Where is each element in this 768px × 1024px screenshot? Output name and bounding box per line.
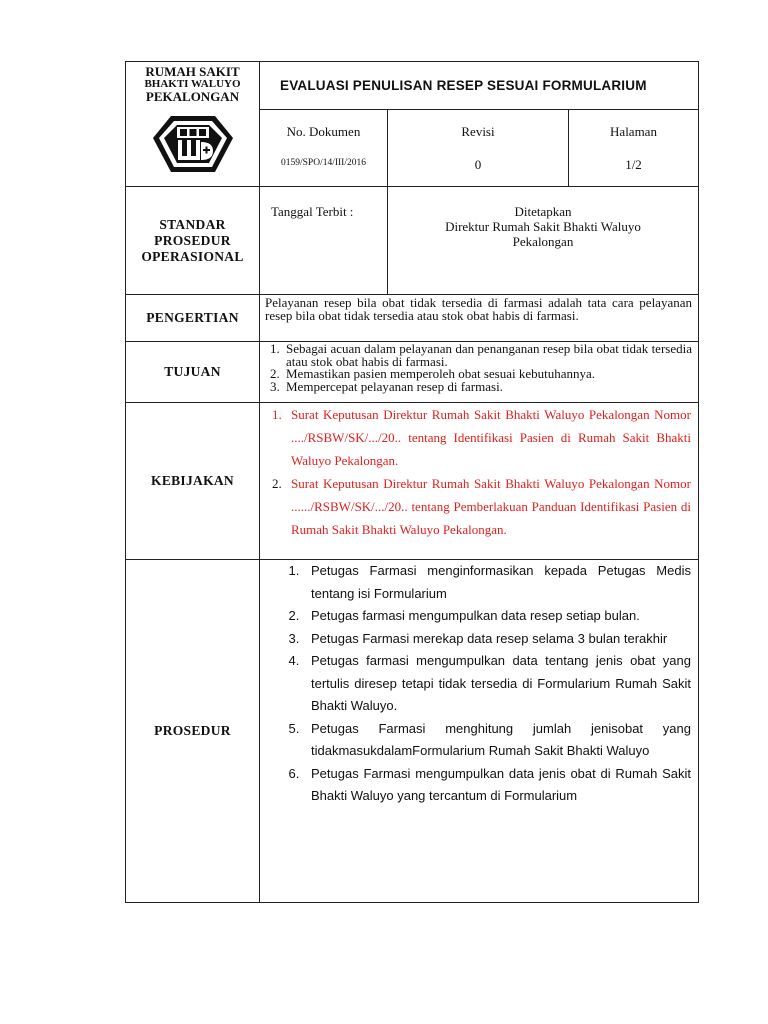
hospital-name-line1: RUMAH SAKIT <box>145 64 240 79</box>
revisi-cell <box>388 110 569 187</box>
tujuan-list <box>260 343 698 393</box>
sop-label <box>126 187 260 294</box>
kebijakan-item <box>285 472 691 541</box>
hospital-shield-logo-icon <box>151 114 235 174</box>
hospital-name-line3: PEKALONGAN <box>145 89 240 104</box>
pengertian-row <box>125 295 699 342</box>
tujuan-label: TUJUAN <box>126 342 260 402</box>
no-dokumen-cell <box>260 110 388 187</box>
ditetapkan-line3: Pekalongan <box>512 234 574 249</box>
prosedur-item: 2. Petugas farmasi mengumpulkan data resep setiap bulan. <box>303 605 691 628</box>
hospital-identity <box>126 62 260 186</box>
tujuan-item: 3. Mempercepat pelayanan resep di farmasi. <box>283 381 692 394</box>
tujuan-item: 2. Memastikan pasien memperoleh obat sesuai kebutuhannya. <box>283 368 692 381</box>
pengertian-label: PENGERTIAN <box>126 295 260 341</box>
prosedur-label: PROSEDUR <box>126 560 260 902</box>
document-title: EVALUASI PENULISAN RESEP SESUAI FORMULARIUM <box>260 62 698 110</box>
halaman-cell <box>569 110 698 187</box>
kebijakan-label: KEBIJAKAN <box>126 403 260 559</box>
no-dokumen-label: No. Dokumen <box>286 124 361 139</box>
tujuan-row <box>125 342 699 403</box>
sop-row <box>125 187 699 295</box>
prosedur-item: 3. Petugas Farmasi merekap data resep selama 3 bulan terakhir <box>303 628 691 651</box>
prosedur-item: 5. Petugas Farmasi menghitung jumlah jenisobat yang tidakmasukdalamFormularium Rumah Sakit Bhakti Waluyo <box>303 718 691 763</box>
kebijakan-item: 1. Surat Keputusan Direktur Rumah Sakit Bhakti Waluyo Pekalongan Nomor ..../RSBW/SK/.../20.. tentang Identifikasi Pasien di Rumah Sakit Bhakti Waluyo Pekalongan. <box>285 403 691 472</box>
hospital-name-line2: BHAKTI WALUYO <box>144 78 241 90</box>
tanggal-terbit: Tanggal Terbit : <box>260 187 388 294</box>
revisi-value: 0 <box>474 157 482 172</box>
pengertian-text: Pelayanan resep bila obat tidak tersedia di farmasi adalah tata cara pelayanan resep bila obat tidak tersedia atau stok obat habis di farmasi. <box>265 295 692 323</box>
kebijakan-content <box>260 403 698 559</box>
kebijakan-row <box>125 403 699 560</box>
ditetapkan-block <box>388 187 698 294</box>
sop-label-line1: STANDAR <box>159 216 226 232</box>
tujuan-content <box>260 342 698 402</box>
kebijakan-item-text: Surat Keputusan Direktur Rumah Sakit Bhakti Waluyo Pekalongan Nomor ....../RSBW/SK/.../20.. tentang Pemberlakuan Panduan Identifikasi Pasien di Rumah Sakit Bhakti Waluyo Pekalongan. <box>291 476 691 537</box>
document-meta <box>260 110 698 187</box>
tujuan-item: 1. Sebagai acuan dalam pelayanan dan penanganan resep bila obat tidak tersedia atau stok obat habis di farmasi. <box>283 343 692 368</box>
sop-label-line3: OPERASIONAL <box>141 248 244 264</box>
header-row <box>125 61 699 187</box>
prosedur-item: 6. Petugas Farmasi mengumpulkan data jenis obat di Rumah Sakit Bhakti Waluyo yang tercantum di Formularium <box>303 763 691 808</box>
sop-right <box>260 187 698 294</box>
prosedur-row <box>125 560 699 903</box>
no-dokumen-value: 0159/SPO/14/III/2016 <box>281 158 366 168</box>
sop-document <box>125 61 699 903</box>
prosedur-content <box>260 560 698 902</box>
ditetapkan-line1: Ditetapkan <box>514 204 572 219</box>
prosedur-item: 4. Petugas farmasi mengumpulkan data tentang jenis obat yang tertulis diresep tetapi tidak tersedia di Formularium Rumah Sakit Bhakti Waluyo. <box>303 650 691 718</box>
prosedur-item: 1. Petugas Farmasi menginformasikan kepada Petugas Medis tentang isi Formularium <box>303 560 691 605</box>
sop-label-line2: PROSEDUR <box>154 232 231 248</box>
halaman-value: 1/2 <box>625 157 642 172</box>
halaman-label: Halaman <box>610 124 657 139</box>
ditetapkan-line2: Direktur Rumah Sakit Bhakti Waluyo <box>445 219 641 234</box>
revisi-label: Revisi <box>461 124 495 139</box>
kebijakan-list <box>260 403 698 541</box>
prosedur-list <box>260 560 698 808</box>
header-right <box>260 62 698 186</box>
